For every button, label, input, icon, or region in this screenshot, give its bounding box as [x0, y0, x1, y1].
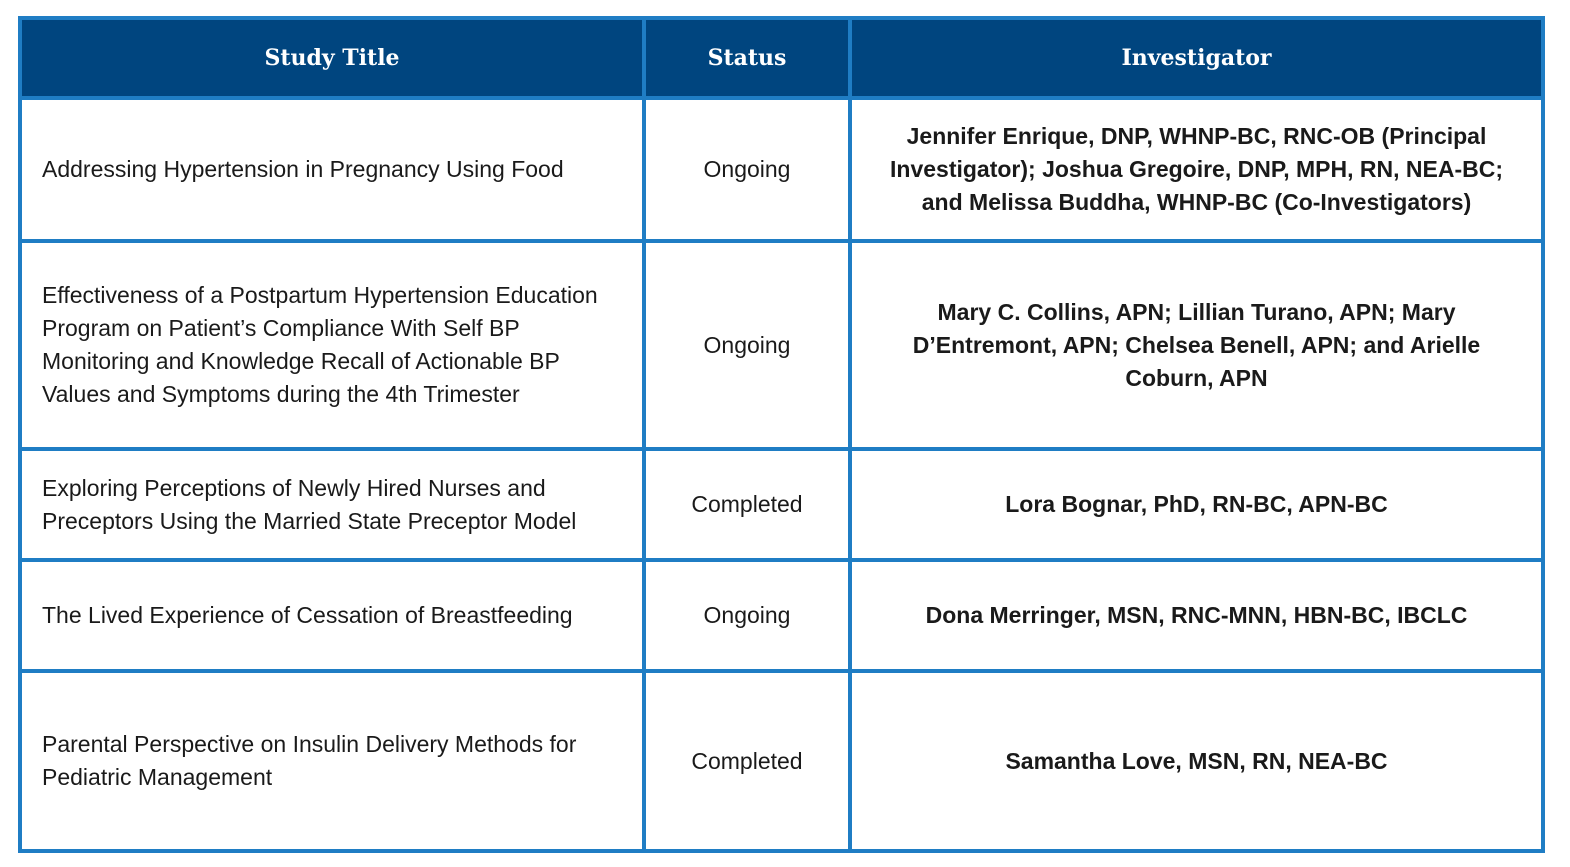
investigator-cell: Dona Merringer, MSN, RNC-MNN, HBN-BC, IBCLC [850, 560, 1543, 671]
table-body [20, 98, 1543, 851]
investigator-cell: Samantha Love, MSN, RN, NEA-BC [850, 671, 1543, 851]
header-row [20, 18, 1543, 98]
status-cell: Ongoing [644, 98, 850, 241]
investigator-cell: Lora Bognar, PhD, RN-BC, APN-BC [850, 449, 1543, 560]
study-title-cell: The Lived Experience of Cessation of Breastfeeding [20, 560, 644, 671]
column-header-status: Status [644, 18, 850, 98]
table-row [20, 98, 1543, 241]
study-title-cell: Exploring Perceptions of Newly Hired Nurses and Preceptors Using the Married State Preceptor Model [20, 449, 644, 560]
study-title-cell: Effectiveness of a Postpartum Hypertension Education Program on Patient’s Compliance With Self BP Monitoring and Knowledge Recall of Actionable BP Values and Symptoms during the 4th Trimester [20, 241, 644, 449]
status-cell: Completed [644, 671, 850, 851]
table-row [20, 560, 1543, 671]
studies-table [18, 16, 1545, 853]
status-cell: Ongoing [644, 560, 850, 671]
table-row [20, 671, 1543, 851]
investigator-cell: Mary C. Collins, APN; Lillian Turano, APN; Mary D’Entremont, APN; Chelsea Benell, APN; and Arielle Coburn, APN [850, 241, 1543, 449]
study-title-cell: Parental Perspective on Insulin Delivery Methods for Pediatric Management [20, 671, 644, 851]
table-header [20, 18, 1543, 98]
column-header-investigator: Investigator [850, 18, 1543, 98]
status-cell: Ongoing [644, 241, 850, 449]
column-header-study-title: Study Title [20, 18, 644, 98]
table-row [20, 449, 1543, 560]
investigator-cell: Jennifer Enrique, DNP, WHNP-BC, RNC-OB (Principal Investigator); Joshua Gregoire, DNP, MPH, RN, NEA-BC; and Melissa Buddha, WHNP-BC (Co-Investigators) [850, 98, 1543, 241]
status-cell: Completed [644, 449, 850, 560]
table-row [20, 241, 1543, 449]
study-title-cell: Addressing Hypertension in Pregnancy Using Food [20, 98, 644, 241]
